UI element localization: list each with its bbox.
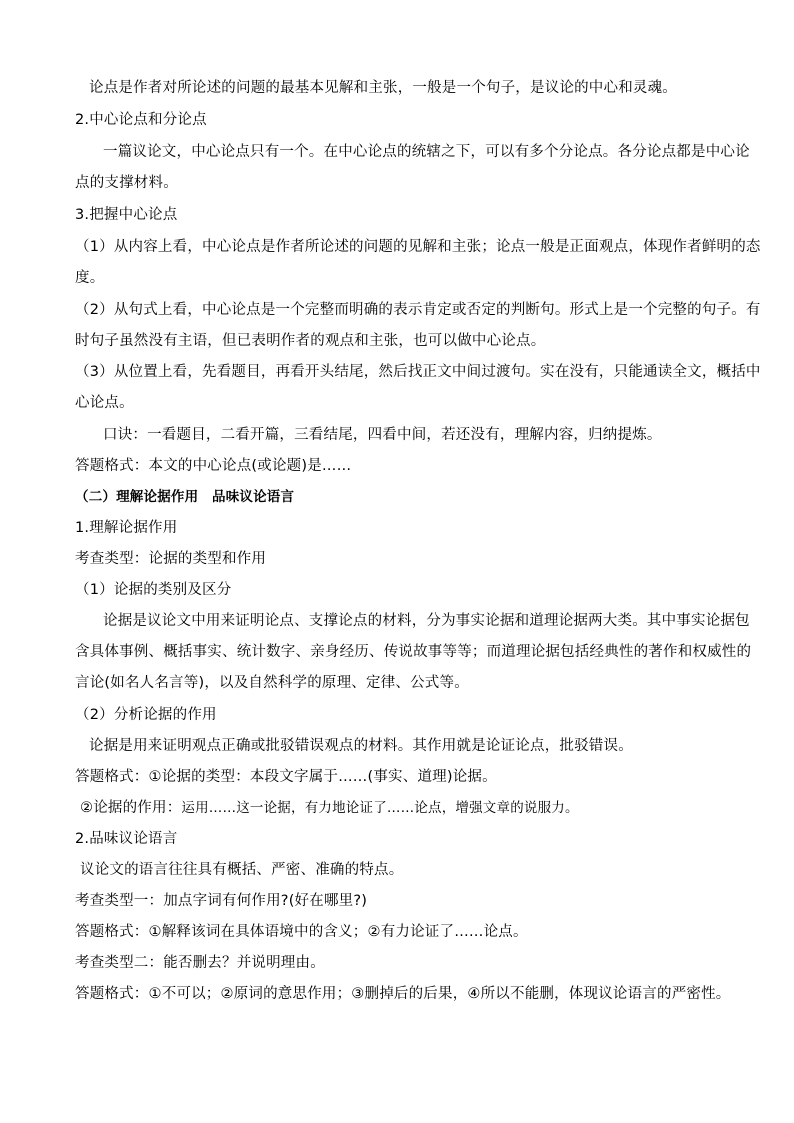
point-position-line2: 心论点。: [75, 395, 134, 411]
point-content-line1: （1）从内容上看，中心论点是作者所论述的问题的见解和主张；论点一般是正面观点，体现作者鲜明的态: [75, 239, 761, 255]
paragraph-central-argument-line1: 一篇议论文，中心论点只有一个。在中心论点的统辖之下，可以有多个分论点。各分论点都是中心论: [103, 144, 750, 160]
mnemonic-line: 口诀：一看题目，二看开篇，三看结尾，四看中间，若还没有，理解内容，归纳提炼。: [103, 427, 662, 443]
section-heading-grasp-central-argument: 3.把握中心论点: [75, 207, 178, 223]
paragraph-evidence-line2: 含具体事例、概括事实、统计数字、亲身经历、传说故事等等；而道理论据包括经典性的著作和权威性的: [75, 644, 752, 660]
point-sentence-line1: （2）从句式上看，中心论点是一个完整而明确的表示肯定或否定的判断句。形式上是一个完整的句子。有: [75, 302, 761, 318]
answer-format-evidence-type: 答题格式：①论据的类型：本段文字属于……(事实、道理)论据。: [75, 769, 497, 785]
section-heading-central-sub-arguments: 2.中心论点和分论点: [75, 112, 207, 128]
section-heading-language: 2.品味议论语言: [75, 831, 178, 847]
subheading-evidence-categories: （1）论据的类别及区分: [75, 582, 232, 598]
exam-type-one: 考查类型一：加点字词有何作用?(好在哪里?): [75, 893, 368, 909]
point-content-line2: 度。: [75, 270, 105, 286]
answer-format-type-two: 答题格式：①不可以；②原词的意思作用；③删掉后的后果，④所以不能删，体现议论语言的严密性。: [75, 986, 731, 1002]
section-heading-understand-evidence: 1.理解论据作用: [75, 520, 178, 536]
exam-type-evidence: 考查类型：论据的类型和作用: [75, 551, 267, 567]
answer-format-evidence-function: [80, 798, 730, 818]
answer-format-type-one: 答题格式：①解释该词在具体语境中的含义；②有力论证了……论点。: [75, 924, 528, 940]
exam-type-two: 考查类型二：能否删去？并说明理由。: [75, 955, 325, 971]
answer-format-central-argument: 答题格式：本文的中心论点(或论题)是……: [75, 458, 352, 474]
point-position-line1: （3）从位置上看，先看题目，再看开头结尾，然后找正文中间过渡句。实在没有，只能通读全文，概括中: [75, 364, 761, 380]
paragraph-evidence-function: 论据是用来证明观点正确或批驳错误观点的材料。其作用就是论证论点，批驳错误。: [89, 738, 633, 754]
paragraph-central-argument-line2: 点的支撑材料。: [75, 175, 178, 191]
point-sentence-line2: 时句子虽然没有主语，但已表明作者的观点和主张，也可以做中心论点。: [75, 333, 546, 349]
subheading-analyze-evidence: （2）分析论据的作用: [75, 707, 217, 723]
paragraph-evidence-line3: 言论(如名人名言等)，以及自然科学的原理、定律、公式等。: [75, 675, 469, 691]
evidence-function-label: ②论据的作用：: [80, 800, 182, 816]
paragraph-language-features: 议论文的语言往往具有概括、严密、准确的特点。: [80, 862, 404, 878]
paragraph-argument-definition: 论点是作者对所论述的问题的最基本见解和主张，一般是一个句子，是议论的中心和灵魂。: [89, 80, 677, 96]
paragraph-evidence-line1: 论据是议论文中用来证明论点、支撑论点的材料，分为事实论据和道理论据两大类。其中事实论据包: [103, 613, 750, 629]
evidence-function-text: 运用……这一论据，有力地论证了……论点，增强文章的说服力。: [181, 800, 579, 816]
section-heading-evidence-language: （二）理解论据作用 品味议论语言: [75, 489, 295, 505]
